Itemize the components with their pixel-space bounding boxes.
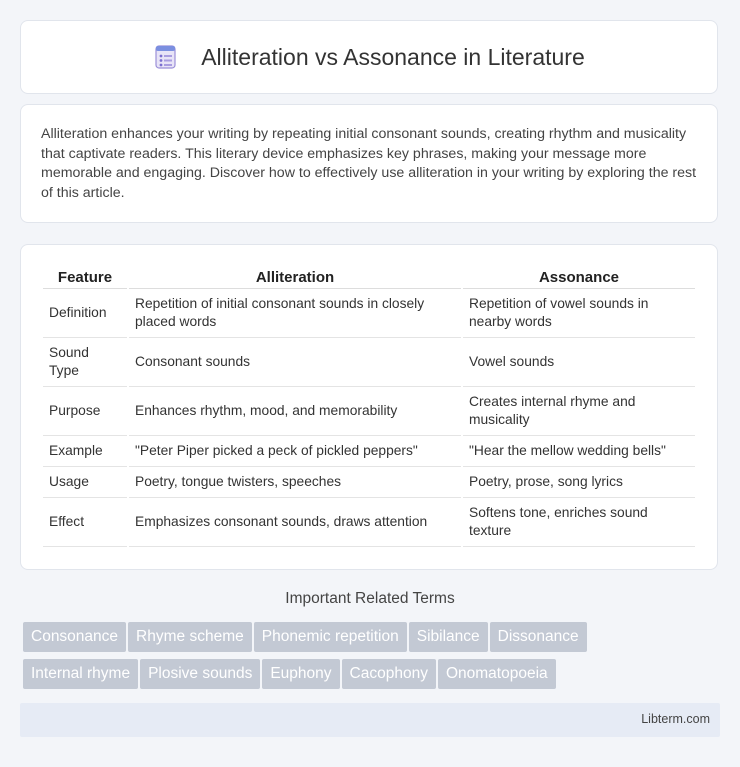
feature-cell: Usage [43, 467, 127, 498]
related-term-tag[interactable]: Onomatopoeia [438, 659, 556, 689]
table-row [43, 289, 695, 338]
feature-cell: Sound Type [43, 338, 127, 387]
comparison-table [41, 263, 697, 547]
related-term-tag[interactable]: Sibilance [409, 622, 488, 652]
table-row [43, 387, 695, 436]
alliteration-cell: "Peter Piper picked a peck of pickled peppers" [129, 436, 461, 467]
table-row [43, 338, 695, 387]
related-term-tag[interactable]: Phonemic repetition [254, 622, 407, 652]
related-term-tag[interactable]: Rhyme scheme [128, 622, 252, 652]
related-term-tag[interactable]: Plosive sounds [140, 659, 260, 689]
assonance-cell: "Hear the mellow wedding bells" [463, 436, 695, 467]
intro-text: Alliteration enhances your writing by repeating initial consonant sounds, creating rhythm and musicality that captivate readers. This literary device emphasizes key phrases, making your message more memorable and engaging. Discover how to effectively use alliteration in your writing by exploring the rest of this article. [41, 126, 697, 201]
document-list-icon [153, 44, 179, 70]
related-terms-title: Important Related Terms [285, 590, 455, 607]
header-assonance: Assonance [463, 263, 695, 289]
assonance-cell: Poetry, prose, song lyrics [463, 467, 695, 498]
feature-cell: Purpose [43, 387, 127, 436]
table-row [43, 498, 695, 547]
header-feature: Feature [43, 263, 127, 289]
feature-cell: Effect [43, 498, 127, 547]
intro-card [20, 104, 718, 223]
table-row [43, 467, 695, 498]
alliteration-cell: Emphasizes consonant sounds, draws attention [129, 498, 461, 547]
table-header-row [43, 263, 695, 289]
related-term-tag[interactable]: Internal rhyme [23, 659, 138, 689]
comparison-card [20, 244, 718, 570]
assonance-cell: Repetition of vowel sounds in nearby words [463, 289, 695, 338]
assonance-cell: Vowel sounds [463, 338, 695, 387]
related-term-tag[interactable]: Dissonance [490, 622, 587, 652]
related-term-tag[interactable]: Consonance [23, 622, 126, 652]
related-terms-list [23, 622, 723, 696]
feature-cell: Definition [43, 289, 127, 338]
page-title: Alliteration vs Assonance in Literature [201, 43, 585, 70]
alliteration-cell: Enhances rhythm, mood, and memorability [129, 387, 461, 436]
table-row [43, 436, 695, 467]
alliteration-cell: Repetition of initial consonant sounds in closely placed words [129, 289, 461, 338]
footer [20, 703, 720, 737]
assonance-cell: Creates internal rhyme and musicality [463, 387, 695, 436]
related-term-tag[interactable]: Euphony [262, 659, 339, 689]
title-card [20, 20, 718, 94]
assonance-cell: Softens tone, enriches sound texture [463, 498, 695, 547]
footer-brand[interactable]: Libterm.com [641, 712, 710, 726]
feature-cell: Example [43, 436, 127, 467]
alliteration-cell: Consonant sounds [129, 338, 461, 387]
header-alliteration: Alliteration [129, 263, 461, 289]
alliteration-cell: Poetry, tongue twisters, speeches [129, 467, 461, 498]
related-term-tag[interactable]: Cacophony [342, 659, 436, 689]
